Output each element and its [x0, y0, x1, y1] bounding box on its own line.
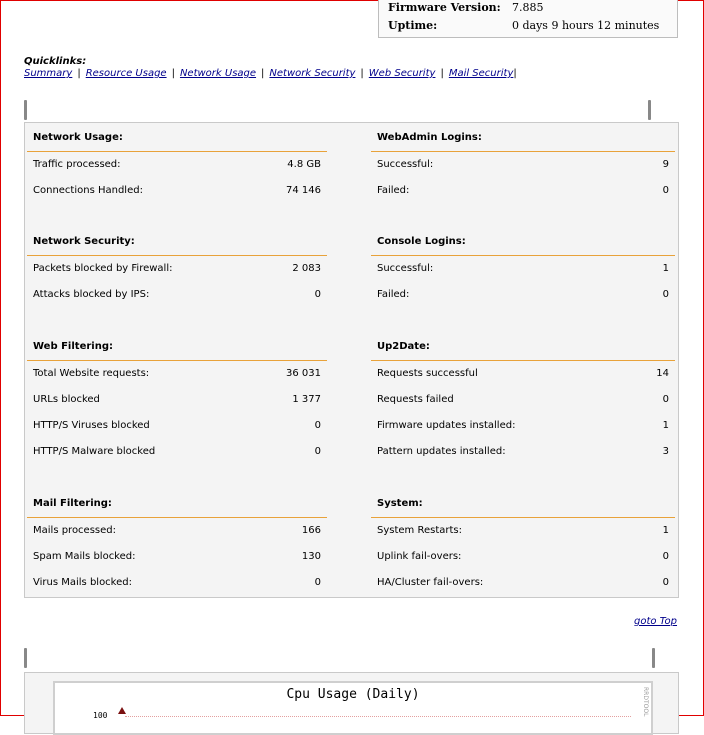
section-system	[371, 491, 675, 596]
stat-value: 4.8 GB	[287, 159, 321, 170]
system-info-box	[378, 0, 678, 38]
summary-panel	[24, 122, 679, 598]
stat-row	[371, 439, 675, 465]
stat-value: 1	[662, 263, 669, 274]
stat-label: Successful:	[377, 263, 434, 274]
separator: |	[77, 68, 81, 79]
firmware-label: Firmware Version:	[388, 1, 501, 14]
stat-label: Packets blocked by Firewall:	[33, 263, 173, 274]
section-console-logins	[371, 229, 675, 308]
rrdtool-watermark: RRDTOOL	[642, 687, 649, 717]
stat-value: 0	[314, 420, 321, 431]
stat-label: Firmware updates installed:	[377, 420, 516, 431]
stat-value: 9	[662, 159, 669, 170]
stat-value: 1 377	[292, 394, 321, 405]
stat-label: HTTP/S Malware blocked	[33, 446, 156, 457]
link-resource-usage[interactable]: Resource Usage	[85, 68, 167, 79]
gridline	[125, 716, 631, 717]
link-network-security[interactable]: Network Security	[269, 68, 356, 79]
panel-tab-left	[24, 100, 27, 120]
stat-value: 130	[301, 551, 321, 562]
separator: |	[261, 68, 265, 79]
stat-label: Failed:	[377, 289, 410, 300]
chart-tab-left	[24, 648, 27, 668]
stat-label: Pattern updates installed:	[377, 446, 506, 457]
stat-row	[27, 152, 327, 178]
section-mail-filtering	[27, 491, 327, 596]
stat-value: 0	[662, 394, 669, 405]
stat-value: 0	[314, 577, 321, 588]
stat-row	[27, 178, 327, 204]
firmware-value: 7.885	[512, 1, 544, 14]
stat-value: 0	[314, 289, 321, 300]
uptime-value: 0 days 9 hours 12 minutes	[512, 19, 660, 32]
uptime-label: Uptime:	[388, 19, 438, 32]
stat-label: Total Website requests:	[33, 368, 150, 379]
separator: |	[440, 68, 444, 79]
section-title: Web Filtering:	[27, 334, 327, 361]
stat-label: Requests failed	[377, 394, 454, 405]
quicklinks-list	[24, 68, 517, 79]
section-up2date	[371, 334, 675, 465]
stat-value: 166	[301, 525, 321, 536]
stat-label: HA/Cluster fail-overs:	[377, 577, 484, 588]
cpu-chart	[53, 681, 653, 735]
section-title: Network Usage:	[27, 125, 327, 152]
stat-label: Connections Handled:	[33, 185, 143, 196]
goto-top-link[interactable]: goto Top	[634, 616, 678, 627]
stat-label: Uplink fail-overs:	[377, 551, 462, 562]
stat-row	[371, 256, 675, 282]
stat-value: 14	[656, 368, 669, 379]
quicklinks-title: Quicklinks:	[24, 56, 87, 67]
stat-row	[27, 413, 327, 439]
stat-row	[27, 439, 327, 465]
stat-value: 1	[662, 525, 669, 536]
separator: |	[513, 68, 517, 79]
stat-value: 3	[662, 446, 669, 457]
stat-value: 2 083	[292, 263, 321, 274]
stat-label: URLs blocked	[33, 394, 100, 405]
stat-value: 1	[662, 420, 669, 431]
section-title: Up2Date:	[371, 334, 675, 361]
section-network-usage	[27, 125, 327, 204]
stat-value: 0	[662, 577, 669, 588]
section-title: System:	[371, 491, 675, 518]
stat-row	[27, 282, 327, 308]
stat-row	[371, 544, 675, 570]
stat-value: 0	[662, 551, 669, 562]
section-web-filtering	[27, 334, 327, 465]
firmware-row	[388, 1, 544, 14]
quicklinks	[24, 56, 517, 79]
section-network-security	[27, 229, 327, 308]
stat-row	[371, 413, 675, 439]
stat-label: HTTP/S Viruses blocked	[33, 420, 150, 431]
link-summary[interactable]: Summary	[24, 68, 73, 79]
stat-row	[371, 570, 675, 596]
stat-row	[371, 178, 675, 204]
section-webadmin-logins	[371, 125, 675, 204]
stat-value: 0	[314, 446, 321, 457]
cpu-chart-panel	[24, 672, 679, 734]
chart-tab-right	[652, 648, 655, 668]
stat-value: 0	[662, 289, 669, 300]
link-network-usage[interactable]: Network Usage	[179, 68, 257, 79]
stat-row	[27, 387, 327, 413]
stat-row	[371, 152, 675, 178]
y-tick-label: 100	[93, 711, 108, 720]
stat-label: Attacks blocked by IPS:	[33, 289, 150, 300]
stat-row	[371, 387, 675, 413]
section-title: Console Logins:	[371, 229, 675, 256]
stat-label: Mails processed:	[33, 525, 116, 536]
stat-row	[27, 256, 327, 282]
chart-title: Cpu Usage (Daily)	[286, 687, 420, 702]
stat-row	[371, 361, 675, 387]
separator: |	[171, 68, 175, 79]
link-web-security[interactable]: Web Security	[368, 68, 436, 79]
stat-label: Traffic processed:	[33, 159, 121, 170]
section-title: Mail Filtering:	[27, 491, 327, 518]
panel-tab-right	[648, 100, 651, 120]
section-title: Network Security:	[27, 229, 327, 256]
separator: |	[360, 68, 364, 79]
stat-value: 74 146	[286, 185, 321, 196]
stat-label: System Restarts:	[377, 525, 462, 536]
stat-label: Successful:	[377, 159, 434, 170]
stat-label: Requests successful	[377, 368, 478, 379]
stat-row	[27, 570, 327, 596]
stat-value: 0	[662, 185, 669, 196]
stat-label: Virus Mails blocked:	[33, 577, 132, 588]
link-mail-security[interactable]: Mail Security	[448, 68, 514, 79]
stat-row	[27, 518, 327, 544]
stat-row	[371, 518, 675, 544]
stat-label: Failed:	[377, 185, 410, 196]
stat-value: 36 031	[286, 368, 321, 379]
y-axis-arrow-icon	[117, 707, 127, 719]
section-title: WebAdmin Logins:	[371, 125, 675, 152]
stat-row	[27, 544, 327, 570]
stat-label: Spam Mails blocked:	[33, 551, 136, 562]
stat-row	[27, 361, 327, 387]
stat-row	[371, 282, 675, 308]
uptime-row	[388, 19, 659, 32]
